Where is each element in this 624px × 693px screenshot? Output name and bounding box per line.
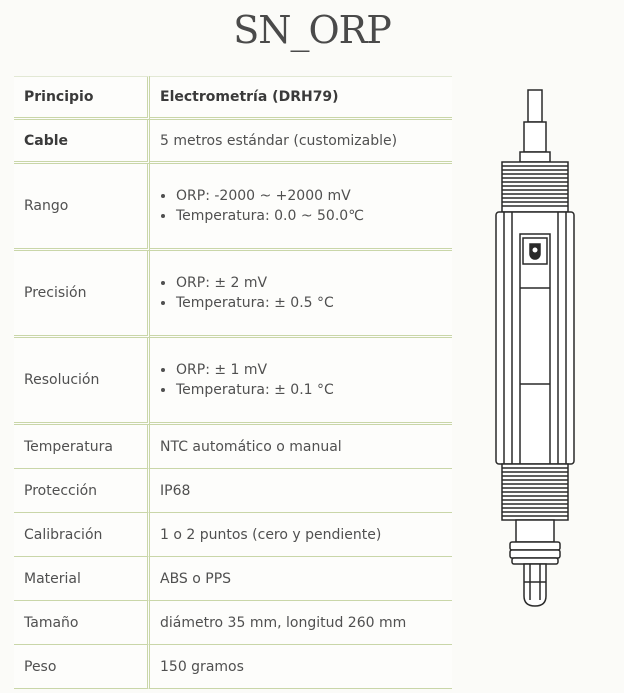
row-value: NTC automático o manual <box>150 425 452 469</box>
page-title: SN_ORP <box>233 8 391 52</box>
row-label: Principio <box>14 76 150 120</box>
bullet-item: • Temperatura: ± 0.5 °C <box>176 293 442 313</box>
orp-probe-illustration <box>486 88 586 610</box>
row-label: Rango <box>14 164 150 251</box>
probe-neck <box>516 520 554 542</box>
row-label: Protección <box>14 469 150 513</box>
probe-collar <box>520 152 550 162</box>
table-row <box>14 120 452 164</box>
table-row <box>14 645 452 689</box>
lower-thread <box>502 464 568 520</box>
row-label: Resolución <box>14 338 150 425</box>
table-row <box>14 338 452 425</box>
row-value: IP68 <box>150 469 452 513</box>
row-value: 150 gramos <box>150 645 452 689</box>
row-label: Material <box>14 557 150 601</box>
row-label: Cable <box>14 120 150 164</box>
row-value <box>150 164 452 251</box>
row-label: Peso <box>14 645 150 689</box>
bullet-item: • Temperatura: ± 0.1 °C <box>176 380 442 400</box>
bullet-item: • ORP: ± 2 mV <box>176 273 442 293</box>
row-value: 5 metros estándar (customizable) <box>150 120 452 164</box>
probe-body <box>496 212 574 464</box>
table-row <box>14 251 452 338</box>
table-row <box>14 469 452 513</box>
table-row <box>14 425 452 469</box>
table-row <box>14 513 452 557</box>
table-row <box>14 164 452 251</box>
spec-table <box>14 76 452 689</box>
table-row <box>14 557 452 601</box>
table-row <box>14 76 452 120</box>
upper-thread <box>502 162 568 212</box>
row-value: diámetro 35 mm, longitud 260 mm <box>150 601 452 645</box>
probe-cable <box>528 90 542 122</box>
bullet-item: • Temperatura: 0.0 ~ 50.0℃ <box>176 206 442 226</box>
row-value <box>150 338 452 425</box>
row-label: Tamaño <box>14 601 150 645</box>
row-label: Temperatura <box>14 425 150 469</box>
table-row <box>14 601 452 645</box>
row-value: ABS o PPS <box>150 557 452 601</box>
bullet-item: • ORP: ± 1 mV <box>176 360 442 380</box>
row-value <box>150 251 452 338</box>
row-label: Precisión <box>14 251 150 338</box>
row-value: 1 o 2 puntos (cero y pendiente) <box>150 513 452 557</box>
probe-rings <box>510 542 560 564</box>
probe-cap <box>524 122 546 152</box>
row-value: Electrometría (DRH79) <box>150 76 452 120</box>
probe-tip <box>524 564 546 606</box>
row-label: Calibración <box>14 513 150 557</box>
bullet-item: • ORP: -2000 ~ +2000 mV <box>176 186 442 206</box>
